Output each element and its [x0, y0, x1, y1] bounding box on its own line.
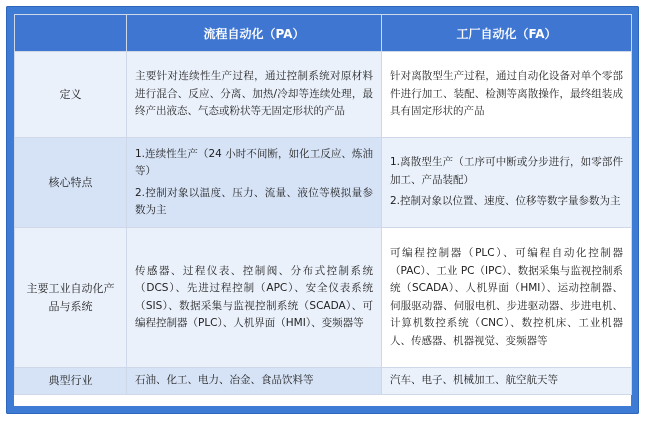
table-frame	[6, 6, 639, 414]
pa-feature-2: 2.控制对象以温度、压力、流量、液位等模拟量参数为主	[135, 186, 373, 216]
fa-industries	[382, 368, 632, 395]
table-row	[15, 52, 632, 138]
pa-products	[127, 228, 382, 368]
header-pa: 流程自动化（PA）	[127, 15, 382, 52]
pa-definition	[127, 52, 382, 138]
header-fa: 工厂自动化（FA）	[382, 15, 632, 52]
table-row	[15, 228, 632, 368]
pa-definition-text: 主要针对连续性生产过程，通过控制系统对原材料进行混合、反应、分离、加热/冷却等连续处理，最终产出液态、气态或粉状等无固定形状的产品	[135, 70, 373, 118]
row-label-features: 核心特点	[15, 138, 127, 228]
fa-definition	[382, 52, 632, 138]
pa-industries-text: 石油、化工、电力、冶金、食品饮料等	[135, 374, 314, 386]
fa-definition-text: 针对离散型生产过程，通过自动化设备对单个零部件进行加工、装配、检测等离散操作，最终组装成具有固定形状的产品	[390, 70, 623, 118]
fa-products-text: 可编程控制器（PLC）、可编程自动化控制器（PAC）、工业 PC（IPC）、数据采集与监视控制系统（SCADA）、人机界面（HMI）、运动控制器、伺服驱动器、伺服电机、步进驱动器、步进电机、计算机数控系统（CNC）、数控机床、工业机器人、传感器、机器视觉、变频器等	[390, 247, 623, 347]
table-row	[15, 138, 632, 228]
pa-features	[127, 138, 382, 228]
fa-products	[382, 228, 632, 368]
pa-products-text: 传感器、过程仪表、控制阀、分布式控制系统（DCS）、先进过程控制（APC）、安全仪表系统（SIS）、数据采集与监视控制系统（SCADA）、可编程控制器（PLC）、人机界面（HMI）、变频器等	[135, 264, 373, 329]
row-label-definition: 定义	[15, 52, 127, 138]
fa-features	[382, 138, 632, 228]
row-label-products	[15, 228, 127, 368]
row-label-products-text: 主要工业自动化产品与系统	[26, 281, 115, 313]
header-corner	[15, 15, 127, 52]
header-row	[15, 15, 632, 52]
comparison-table	[14, 14, 632, 395]
row-label-industries: 典型行业	[15, 368, 127, 395]
pa-industries	[127, 368, 382, 395]
table-container	[14, 14, 631, 406]
pa-feature-1: 1.连续性生产（24 小时不间断，如化工反应、炼油等）	[135, 147, 373, 177]
table-row	[15, 368, 632, 395]
fa-industries-text: 汽车、电子、机械加工、航空航天等	[390, 374, 558, 386]
fa-feature-1: 1.离散型生产（工序可中断或分步进行，如零部件加工、产品装配）	[390, 156, 623, 186]
fa-feature-2: 2.控制对象以位置、速度、位移等数字量参数为主	[390, 195, 621, 208]
